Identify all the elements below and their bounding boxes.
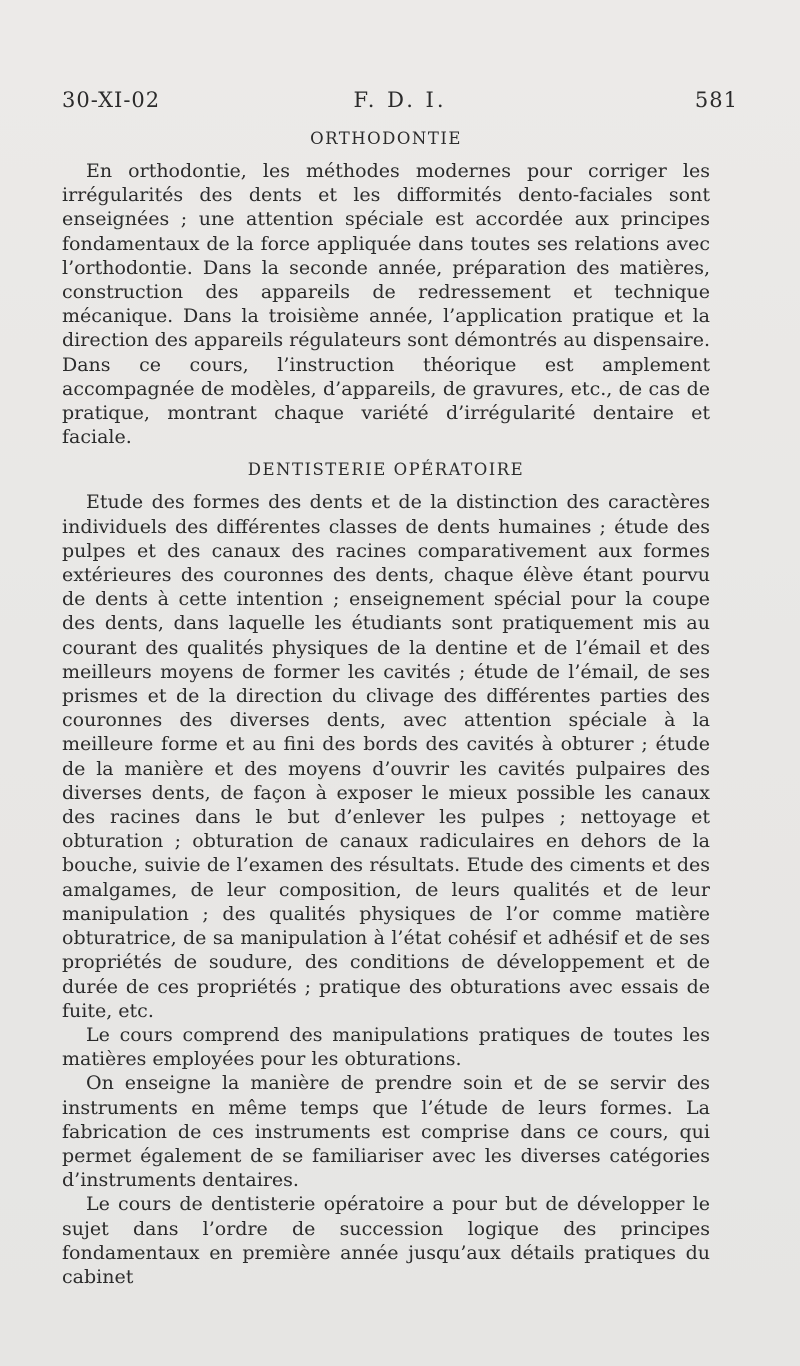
paragraph-dentisterie-3: On enseigne la manière de prendre soin et de se servir des instruments en même temps que l’étude de leurs formes. La fabrication de ces instruments est comprise dans ce cours, qui permet également de se familiariser avec les diverses catégories d’instruments dentaires. <box>62 1072 710 1192</box>
header-date: 30-XI-02 <box>62 88 161 112</box>
paragraph-dentisterie-1: Etude des formes des dents et de la distinction des caractères individuels des différentes classes de dents humaines ; étude des pulpes et des canaux des racines comparativement aux formes extérieures des couronnes des dents, chaque élève étant pourvu de dents à cette intention ; enseignement spécial pour la coupe des dents, dans laquelle les étudiants sont pratiquement mis au courant des qualités physiques de la dentine et de l’émail et des meilleurs moyens de former les cavités ; étude de l’émail, de ses prismes et de la direction du clivage des différentes parties des couronnes des diverses dents, avec attention spéciale à la meilleure forme et au fini des bords des cavités à obturer ; étude de la manière et des moyens d’ouvrir les cavités pulpaires des diverses dents, de façon à exposer le mieux possible les canaux des racines dans le but d’enlever les pulpes ; nettoyage et obturation ; obturation de canaux radiculaires en dehors de la bouche, suivie de l’examen des résultats. Etude des ciments et des amalgames, de leur composition, de leurs qualités et de leur manipulation ; des qualités physiques de l’or comme matière obturatrice, de sa manipulation à l’état cohésif et adhésif et de ses propriétés de soudure, des conditions de développement et de durée de ces propriétés ; pratique des obturations avec essais de fuite, etc. <box>62 491 710 1022</box>
header-journal: F. D. I. <box>353 88 447 112</box>
running-head <box>62 88 738 118</box>
paragraph-dentisterie-2: Le cours comprend des manipulations pratiques de toutes les matières employées pour les obturations. <box>62 1023 710 1071</box>
paragraph-dentisterie-4: Le cours de dentisterie opératoire a pour but de développer le sujet dans l’ordre de succession logique des principes fondamentaux en première année jusqu’aux détails pratiques du cabinet <box>62 1193 710 1288</box>
paragraph-orthodontie-1: En orthodontie, les méthodes modernes pour corriger les irrégularités des dents et les difformités dento-faciales sont enseignées ; une attention spéciale est accordée aux principes fondamentaux de la force appliquée dans toutes ses relations avec l’orthodontie. Dans la seconde année, préparation des matières, construction des appareils de redressement et technique mécanique. Dans la troisième année, l’application pratique et la direction des appareils régulateurs sont démontrés au dispensaire. Dans ce cours, l’instruction théorique est amplement accompagnée de modèles, d’appareils, de gravures, etc., de cas de pratique, montrant chaque variété d’irrégularité dentaire et faciale. <box>62 160 710 449</box>
page-body <box>62 128 710 1289</box>
page-number: 581 <box>694 88 738 112</box>
section-title-orthodontie: ORTHODONTIE <box>310 129 462 148</box>
section-title-dentisterie: DENTISTERIE OPÉRATOIRE <box>247 460 525 480</box>
